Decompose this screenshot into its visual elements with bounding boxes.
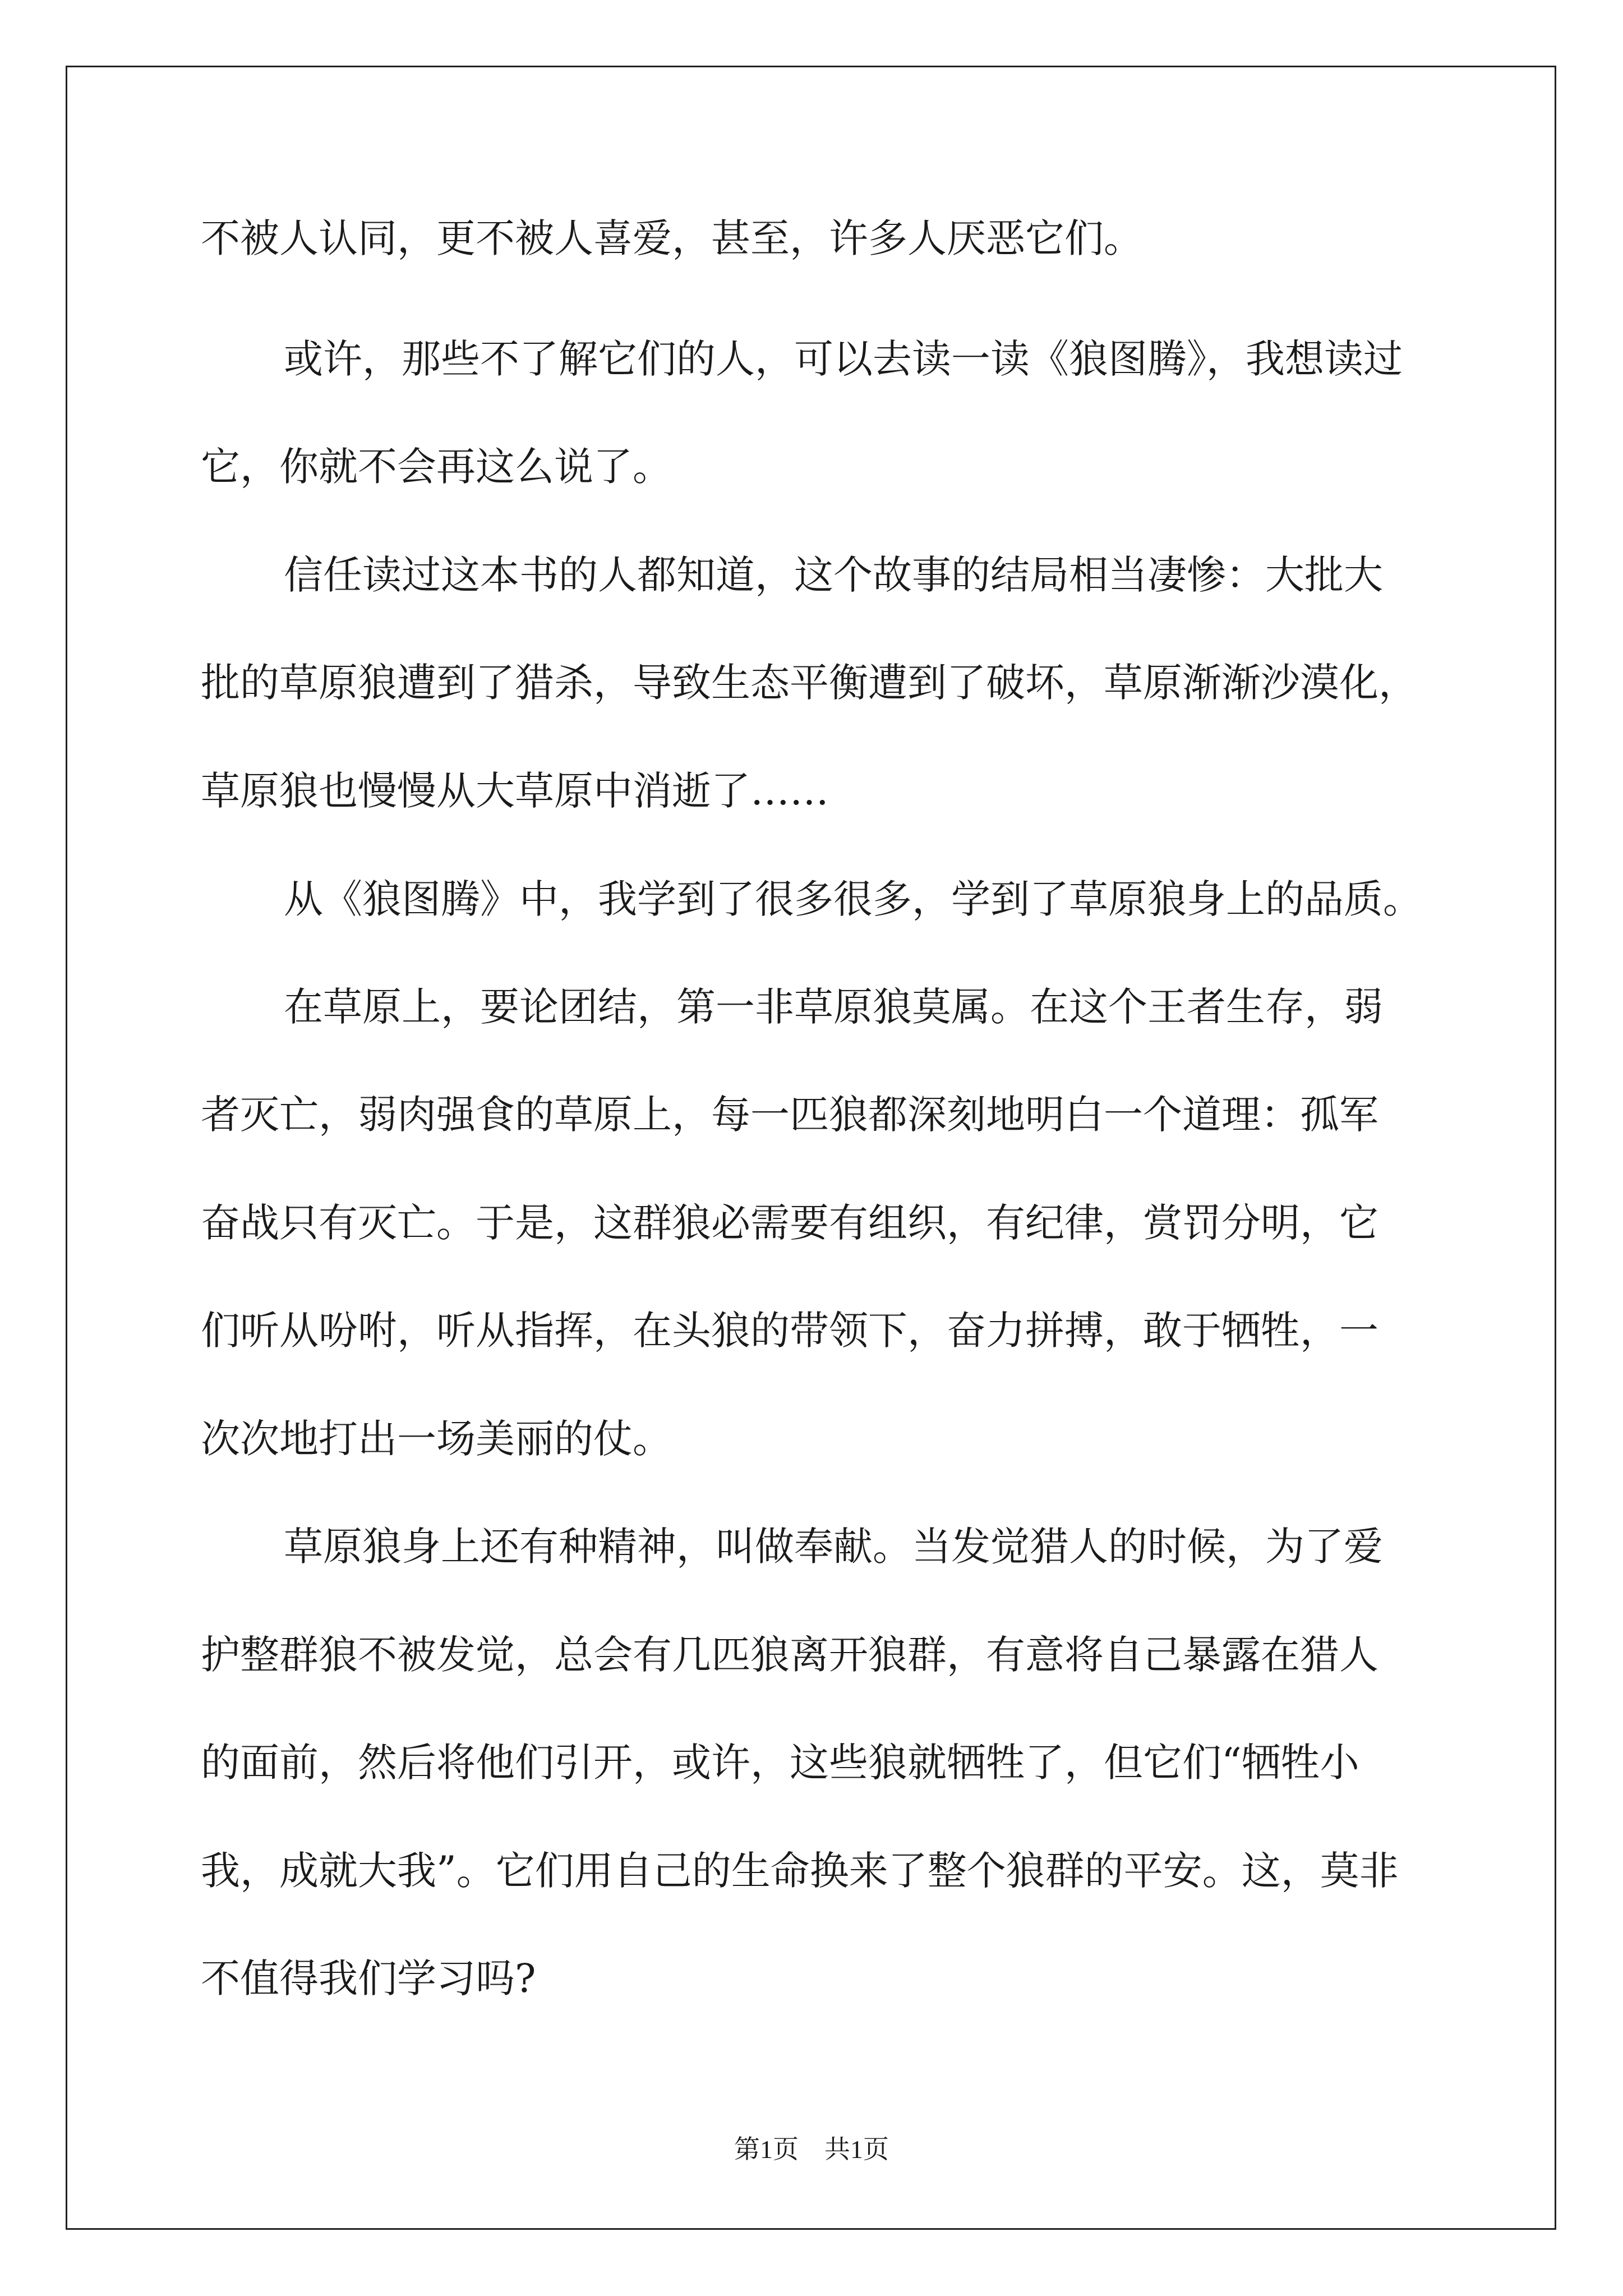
paragraph-first-line: 信任读过这本书的人都知道，这个故事的结局相当凄惨：大批大 [284,552,1383,598]
text-line: 的面前，然后将他们引开，或许，这些狼就牺牲了，但它们“牺牲小 [201,1740,1359,1786]
paragraph-first-line: 草原狼身上还有种精神，叫做奉献。当发觉猎人的时候，为了爱 [284,1524,1383,1570]
text-line: 批的草原狼遭到了猎杀，导致生态平衡遭到了破坏，草原渐渐沙漠化， [201,660,1418,706]
text-line: 者灭亡，弱肉强食的草原上，每一匹狼都深刻地明白一个道理：孤军 [201,1092,1378,1138]
text-line: 它，你就不会再这么说了。 [201,444,672,490]
text-line: 奋战只有灭亡。于是，这群狼必需要有组织，有纪律，赏罚分明，它 [201,1200,1378,1246]
text-line: 我，成就大我”。它们用自己的生命换来了整个狼群的平安。这，莫非 [201,1848,1399,1894]
text-line: 们听从吩咐，听从指挥，在头狼的带领下，奋力拼搏，敢于牺牲，一 [201,1308,1378,1354]
text-line: 次次地打出一场美丽的仗。 [201,1416,672,1462]
page-border [66,66,1556,2230]
text-line: 不值得我们学习吗? [201,1955,536,2001]
page-number-footer: 第1页 共1页 [734,2135,889,2164]
paragraph-first-line: 在草原上，要论团结，第一非草原狼莫属。在这个王者生存，弱 [284,984,1383,1030]
paragraph-first-line: 或许，那些不了解它们的人，可以去读一读《狼图腾》，我想读过 [284,336,1403,382]
paragraph-first-line: 从《狼图腾》中，我学到了很多很多，学到了草原狼身上的品质。 [284,876,1422,922]
text-line: 草原狼也慢慢从大草原中消逝了…… [201,768,829,814]
text-line: 护整群狼不被发觉，总会有几匹狼离开狼群，有意将自己暴露在猎人 [201,1632,1378,1678]
text-line: 不被人认同，更不被人喜爱，甚至，许多人厌恶它们。 [201,215,1143,261]
